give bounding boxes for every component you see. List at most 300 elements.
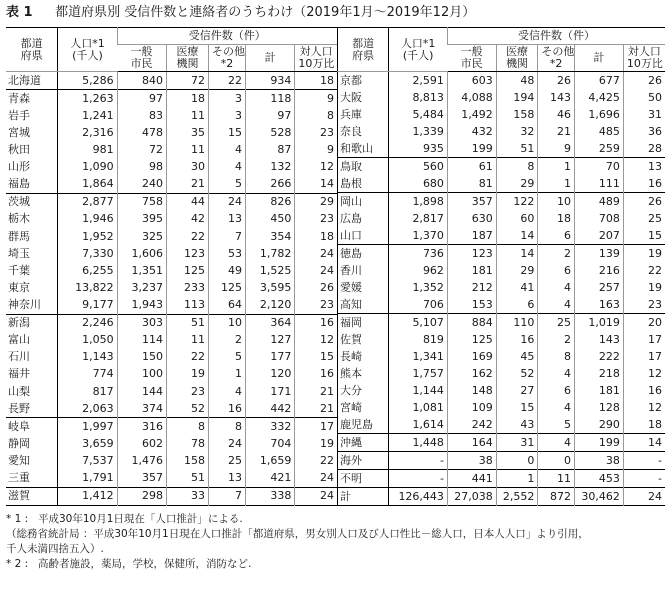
medical-count-cell: 14	[496, 245, 538, 263]
table-row	[6, 159, 337, 176]
medical-count-cell: 194	[496, 89, 538, 106]
header-per100k: 対人口 10万比	[295, 45, 337, 72]
other-count-cell: 143	[538, 89, 575, 106]
general-count-cell: 1,351	[117, 262, 166, 279]
table-number: 表 1	[6, 5, 33, 20]
other-count-cell: 5	[538, 416, 575, 434]
footnote-2-mark: * 2 :	[6, 558, 29, 570]
other-count-cell: 6	[538, 227, 575, 245]
footnotes	[6, 512, 665, 572]
medical-count-cell: 233	[166, 279, 208, 296]
population-cell: 1,946	[58, 211, 117, 228]
total-count-cell: 290	[574, 416, 623, 434]
prefecture-cell: 山梨	[6, 383, 58, 400]
other-count-cell: 22	[208, 72, 245, 90]
footnote-2	[6, 557, 665, 572]
prefecture-cell: 群馬	[6, 228, 58, 245]
other-count-cell: 26	[538, 72, 575, 90]
per100k-cell: -	[623, 452, 665, 470]
prefecture-cell: 滋賀	[6, 487, 58, 505]
total-count-cell: 207	[574, 227, 623, 245]
general-count-cell: 357	[117, 470, 166, 488]
medical-count-cell: 35	[166, 124, 208, 141]
total-count-cell: 259	[574, 140, 623, 158]
header-prefecture: 都道 府県	[337, 28, 388, 72]
total-count-cell: 199	[574, 434, 623, 452]
general-count-cell: 61	[447, 158, 496, 176]
total-count-cell: 266	[245, 176, 294, 194]
population-cell: 2,817	[389, 210, 448, 227]
general-count-cell: 164	[447, 434, 496, 452]
general-count-cell: 153	[447, 296, 496, 314]
table-row	[6, 72, 337, 90]
prefecture-cell: 長崎	[337, 348, 388, 365]
total-count-cell: 128	[574, 399, 623, 416]
table-title	[6, 3, 665, 23]
total-count-cell: 2,120	[245, 296, 294, 314]
population-cell: 7,537	[58, 452, 117, 469]
table-row	[6, 400, 337, 418]
per100k-cell: 21	[295, 383, 337, 400]
general-count-cell: 148	[447, 382, 496, 399]
prefecture-cell: 東京	[6, 279, 58, 296]
population-cell: 819	[389, 331, 448, 348]
header-prefecture: 都道 府県	[6, 28, 58, 72]
per100k-cell: 28	[623, 140, 665, 158]
other-count-cell: 15	[208, 124, 245, 141]
table-row	[337, 279, 665, 296]
footnote-1	[6, 512, 665, 527]
general-count-cell: 395	[117, 211, 166, 228]
table-row	[337, 106, 665, 123]
header-total: 計	[245, 45, 294, 72]
general-count-cell: 100	[117, 366, 166, 383]
general-count-cell: 109	[447, 399, 496, 416]
header-received-group: 受信件数（件）	[117, 28, 337, 45]
total-count-cell: 222	[574, 348, 623, 365]
per100k-cell: 9	[295, 141, 337, 158]
total-count-cell: 528	[245, 124, 294, 141]
table-row	[6, 332, 337, 349]
total-count-cell: 1,696	[574, 106, 623, 123]
prefecture-cell: 鳥取	[337, 158, 388, 176]
total-count-cell: 171	[245, 383, 294, 400]
total-count-cell: 139	[574, 245, 623, 263]
prefecture-cell: 岡山	[337, 193, 388, 211]
general-count-cell: 374	[117, 400, 166, 418]
per100k-cell: 19	[623, 245, 665, 263]
total-count-cell: 704	[245, 435, 294, 452]
general-count-cell: 884	[447, 314, 496, 332]
prefecture-cell: 長野	[6, 400, 58, 418]
per100k-cell: 26	[295, 279, 337, 296]
general-count-cell: 602	[117, 435, 166, 452]
total-count-cell: 450	[245, 211, 294, 228]
medical-count-cell: 44	[166, 193, 208, 211]
medical-count-cell: 30	[166, 159, 208, 176]
prefecture-cell: 愛媛	[337, 279, 388, 296]
total-count-cell: 120	[245, 366, 294, 383]
population-cell: 13,822	[58, 279, 117, 296]
medical-count-cell: 22	[166, 228, 208, 245]
right-data-table	[337, 27, 665, 506]
table-row	[6, 228, 337, 245]
other-count-cell: 4	[208, 141, 245, 158]
prefecture-cell: 新潟	[6, 314, 58, 332]
other-count-cell: 2	[208, 332, 245, 349]
medical-count-cell: 8	[496, 158, 538, 176]
population-cell: 2,877	[58, 193, 117, 211]
medical-count-cell: 125	[166, 262, 208, 279]
other-count-cell: 8	[208, 418, 245, 436]
population-cell: 1,050	[58, 332, 117, 349]
general-count-cell: 123	[447, 245, 496, 263]
per100k-cell: 12	[295, 159, 337, 176]
population-cell: 1,370	[389, 227, 448, 245]
population-cell: 3,659	[58, 435, 117, 452]
prefecture-cell: 計	[337, 488, 388, 506]
medical-count-cell: 18	[166, 90, 208, 108]
header-other: その他 *2	[208, 45, 245, 72]
per100k-cell: 16	[623, 382, 665, 399]
header-received-group: 受信件数（件）	[447, 28, 665, 45]
general-count-cell: 242	[447, 416, 496, 434]
total-count-cell: 118	[245, 90, 294, 108]
total-count-cell: 1,659	[245, 452, 294, 469]
population-cell: 981	[58, 141, 117, 158]
medical-count-cell: 19	[166, 366, 208, 383]
left-data-table	[6, 27, 337, 506]
per100k-cell: 50	[623, 89, 665, 106]
table-row	[6, 107, 337, 124]
per100k-cell: 24	[295, 245, 337, 262]
table-row	[337, 470, 665, 488]
total-count-cell: 70	[574, 158, 623, 176]
table-row	[337, 296, 665, 314]
prefecture-cell: 高知	[337, 296, 388, 314]
other-count-cell: 1	[208, 366, 245, 383]
medical-count-cell: 16	[496, 331, 538, 348]
table-row	[337, 452, 665, 470]
population-cell: 1,352	[389, 279, 448, 296]
medical-count-cell: 42	[166, 211, 208, 228]
medical-count-cell: 41	[496, 279, 538, 296]
prefecture-cell: 大阪	[337, 89, 388, 106]
table-row	[6, 124, 337, 141]
population-cell: 2,316	[58, 124, 117, 141]
other-count-cell: 2	[538, 331, 575, 348]
per100k-cell: 14	[295, 176, 337, 194]
population-cell: 9,177	[58, 296, 117, 314]
medical-count-cell: 51	[496, 140, 538, 158]
total-count-cell: 87	[245, 141, 294, 158]
general-count-cell: 1,476	[117, 452, 166, 469]
table-row	[337, 175, 665, 193]
per100k-cell: -	[623, 470, 665, 488]
other-count-cell: 4	[208, 159, 245, 176]
other-count-cell: 4	[538, 296, 575, 314]
footnote-1-text: 平成30年10月1日現在「人口推計」による.	[38, 513, 243, 525]
total-count-cell: 181	[574, 382, 623, 399]
medical-count-cell: 113	[166, 296, 208, 314]
per100k-cell: 29	[295, 193, 337, 211]
footnote-1-mark: * 1 :	[6, 513, 29, 525]
medical-count-cell: 52	[166, 400, 208, 418]
per100k-cell: 15	[623, 227, 665, 245]
population-cell: -	[389, 452, 448, 470]
total-count-cell: 97	[245, 107, 294, 124]
table-row	[6, 245, 337, 262]
prefecture-cell: 沖縄	[337, 434, 388, 452]
prefecture-cell: 富山	[6, 332, 58, 349]
population-cell: 1,791	[58, 470, 117, 488]
table-row	[6, 314, 337, 332]
total-count-cell: 934	[245, 72, 294, 90]
population-cell: 2,591	[389, 72, 448, 90]
other-count-cell: 8	[538, 348, 575, 365]
population-cell: 1,952	[58, 228, 117, 245]
population-cell: 7,330	[58, 245, 117, 262]
population-cell: 2,063	[58, 400, 117, 418]
medical-count-cell: 6	[496, 296, 538, 314]
general-count-cell: 3,237	[117, 279, 166, 296]
other-count-cell: 13	[208, 211, 245, 228]
general-count-cell: 441	[447, 470, 496, 488]
total-count-cell: 421	[245, 470, 294, 488]
prefecture-cell: 岐阜	[6, 418, 58, 436]
other-count-cell: 0	[538, 452, 575, 470]
general-count-cell: 630	[447, 210, 496, 227]
table-row	[337, 434, 665, 452]
population-cell: 736	[389, 245, 448, 263]
per100k-cell: 24	[623, 488, 665, 506]
other-count-cell: 24	[208, 435, 245, 452]
total-count-cell: 127	[245, 332, 294, 349]
table-row	[337, 227, 665, 245]
prefecture-cell: 鹿児島	[337, 416, 388, 434]
table-row	[337, 72, 665, 90]
population-cell: 1,757	[389, 365, 448, 382]
table-row	[337, 89, 665, 106]
table-row	[337, 123, 665, 140]
per100k-cell: 18	[295, 72, 337, 90]
table-row	[6, 176, 337, 194]
table-row	[6, 435, 337, 452]
per100k-cell: 9	[295, 90, 337, 108]
per100k-cell: 17	[623, 348, 665, 365]
general-count-cell: 125	[447, 331, 496, 348]
population-cell: 680	[389, 175, 448, 193]
prefecture-cell: 京都	[337, 72, 388, 90]
population-cell: 5,484	[389, 106, 448, 123]
table-row	[6, 487, 337, 505]
medical-count-cell: 122	[496, 193, 538, 211]
table-row	[337, 314, 665, 332]
total-count-cell: 143	[574, 331, 623, 348]
medical-count-cell: 72	[166, 72, 208, 90]
prefecture-cell: 愛知	[6, 452, 58, 469]
other-count-cell: 5	[208, 176, 245, 194]
per100k-cell: 24	[295, 262, 337, 279]
general-count-cell: 758	[117, 193, 166, 211]
header-population: 人口*1 (千人)	[389, 28, 448, 72]
table-row	[337, 348, 665, 365]
per100k-cell: 25	[623, 210, 665, 227]
other-count-cell: 6	[538, 262, 575, 279]
general-count-cell: 1,492	[447, 106, 496, 123]
total-count-cell: 489	[574, 193, 623, 211]
general-count-cell: 478	[117, 124, 166, 141]
prefecture-cell: 宮崎	[337, 399, 388, 416]
total-count-cell: 708	[574, 210, 623, 227]
table-row	[6, 418, 337, 436]
population-cell: 1,241	[58, 107, 117, 124]
header-general: 一般 市民	[117, 45, 166, 72]
population-cell: 1,412	[58, 487, 117, 505]
other-count-cell: 6	[538, 382, 575, 399]
prefecture-cell: 茨城	[6, 193, 58, 211]
medical-count-cell: 23	[166, 383, 208, 400]
general-count-cell: 199	[447, 140, 496, 158]
per100k-cell: 31	[623, 106, 665, 123]
other-count-cell: 4	[208, 383, 245, 400]
medical-count-cell: 52	[496, 365, 538, 382]
header-medical: 医療 機関	[496, 45, 538, 72]
table-row	[6, 211, 337, 228]
prefecture-cell: 福岡	[337, 314, 388, 332]
other-count-cell: 11	[538, 470, 575, 488]
prefecture-cell: 不明	[337, 470, 388, 488]
footnote-1-rounding: 千人未満四捨五入）.	[6, 543, 104, 555]
prefecture-cell: 静岡	[6, 435, 58, 452]
other-count-cell: 1	[538, 175, 575, 193]
table-row	[6, 366, 337, 383]
total-count-cell: 257	[574, 279, 623, 296]
total-count-cell: 3,595	[245, 279, 294, 296]
total-count-cell: 163	[574, 296, 623, 314]
medical-count-cell: 43	[496, 416, 538, 434]
prefecture-cell: 奈良	[337, 123, 388, 140]
other-count-cell: 18	[538, 210, 575, 227]
header-total: 計	[574, 45, 623, 72]
prefecture-cell: 石川	[6, 349, 58, 366]
table-row	[6, 141, 337, 158]
general-count-cell: 114	[117, 332, 166, 349]
header-medical: 医療 機関	[166, 45, 208, 72]
general-count-cell: 357	[447, 193, 496, 211]
other-count-cell: 5	[208, 349, 245, 366]
population-cell: 1,614	[389, 416, 448, 434]
population-cell: 5,286	[58, 72, 117, 90]
footnote-2-text: 高齢者施設，薬局，学校，保健所，消防など.	[38, 558, 252, 570]
other-count-cell: 46	[538, 106, 575, 123]
table-row	[337, 262, 665, 279]
header-population: 人口*1 (千人)	[58, 28, 117, 72]
table-row	[337, 245, 665, 263]
medical-count-cell: 11	[166, 141, 208, 158]
table-row	[337, 382, 665, 399]
other-count-cell: 24	[208, 193, 245, 211]
total-count-cell: 332	[245, 418, 294, 436]
general-count-cell: 98	[117, 159, 166, 176]
medical-count-cell: 0	[496, 452, 538, 470]
general-count-cell: 212	[447, 279, 496, 296]
population-cell: 1,263	[58, 90, 117, 108]
total-count-cell: 1,019	[574, 314, 623, 332]
table-row	[337, 140, 665, 158]
population-cell: 126,443	[389, 488, 448, 506]
other-count-cell: 4	[538, 365, 575, 382]
per100k-cell: 16	[623, 175, 665, 193]
other-count-cell: 2	[538, 245, 575, 263]
medical-count-cell: 48	[496, 72, 538, 90]
prefecture-cell: 山形	[6, 159, 58, 176]
population-cell: 706	[389, 296, 448, 314]
prefecture-cell: 兵庫	[337, 106, 388, 123]
table-row	[6, 349, 337, 366]
population-cell: -	[389, 470, 448, 488]
population-cell: 1,144	[389, 382, 448, 399]
medical-count-cell: 8	[166, 418, 208, 436]
per100k-cell: 16	[295, 366, 337, 383]
per100k-cell: 13	[623, 158, 665, 176]
total-count-cell: 30,462	[574, 488, 623, 506]
prefecture-cell: 山口	[337, 227, 388, 245]
general-count-cell: 1,943	[117, 296, 166, 314]
other-count-cell: 4	[538, 434, 575, 452]
total-count-cell: 132	[245, 159, 294, 176]
table-row	[6, 90, 337, 108]
medical-count-cell: 21	[166, 176, 208, 194]
other-count-cell: 3	[208, 90, 245, 108]
table-row	[337, 399, 665, 416]
medical-count-cell: 1	[496, 470, 538, 488]
table-row	[337, 365, 665, 382]
general-count-cell: 316	[117, 418, 166, 436]
prefecture-cell: 広島	[337, 210, 388, 227]
general-count-cell: 603	[447, 72, 496, 90]
total-count-cell: 111	[574, 175, 623, 193]
prefecture-cell: 海外	[337, 452, 388, 470]
prefecture-cell: 埼玉	[6, 245, 58, 262]
per100k-cell: 20	[623, 314, 665, 332]
general-count-cell: 1,606	[117, 245, 166, 262]
per100k-cell: 36	[623, 123, 665, 140]
other-count-cell: 16	[208, 400, 245, 418]
header-general: 一般 市民	[447, 45, 496, 72]
table-row	[6, 452, 337, 469]
total-count-cell: 485	[574, 123, 623, 140]
other-count-cell: 64	[208, 296, 245, 314]
per100k-cell: 18	[623, 416, 665, 434]
population-cell: 1,143	[58, 349, 117, 366]
prefecture-cell: 三重	[6, 470, 58, 488]
total-count-cell: 216	[574, 262, 623, 279]
prefecture-cell: 栃木	[6, 211, 58, 228]
table-row	[337, 331, 665, 348]
general-count-cell: 150	[117, 349, 166, 366]
per100k-cell: 23	[295, 211, 337, 228]
per100k-cell: 15	[295, 349, 337, 366]
table-row	[6, 470, 337, 488]
medical-count-cell: 51	[166, 470, 208, 488]
table-row	[6, 279, 337, 296]
per100k-cell: 24	[295, 487, 337, 505]
header-other: その他 *2	[538, 45, 575, 72]
total-count-cell: 218	[574, 365, 623, 382]
medical-count-cell: 78	[166, 435, 208, 452]
population-cell: 6,255	[58, 262, 117, 279]
